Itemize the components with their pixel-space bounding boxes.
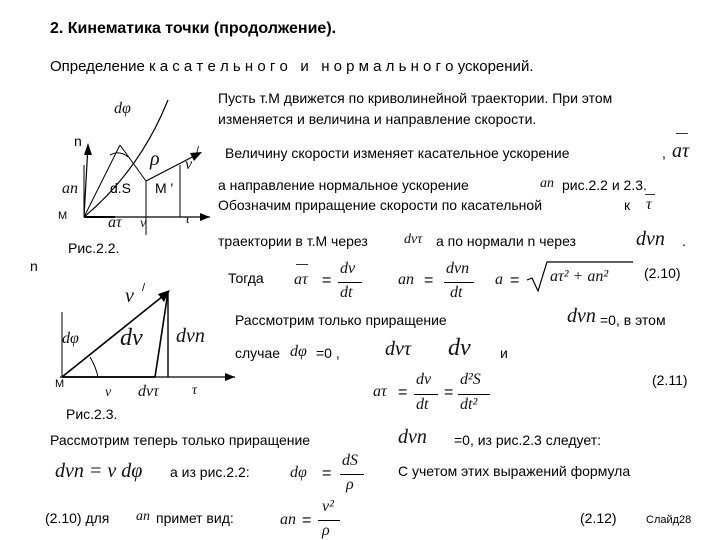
dphi-9: dφ <box>290 343 307 360</box>
fig22-dphi: dφ <box>114 100 131 117</box>
subtitle-suffix: ускорений. <box>457 58 534 75</box>
dv-n-inline: dvn <box>636 228 665 250</box>
dv-n-10: dvn <box>398 426 427 448</box>
eq-2-12-num: v² <box>322 498 334 515</box>
paragraph-9a: случае <box>235 345 281 361</box>
fig22-atau: aτ <box>108 214 122 231</box>
paragraph-5a: Обозначим приращение скорости по касательной <box>218 197 543 213</box>
eq-a-tau-eq: = <box>322 272 332 289</box>
a-tau-bar <box>676 133 688 134</box>
paragraph-6c: . <box>682 233 686 249</box>
paragraph-4b: рис.2.2 и 2.3. <box>562 177 647 193</box>
fig22-prime: / <box>196 145 200 157</box>
eq-2-11-den2: dt² <box>460 396 478 413</box>
fig22-n: n <box>74 133 82 149</box>
eq-a-total-eq: = <box>510 272 520 289</box>
paragraph-11: а из рис.2.2: <box>170 464 250 480</box>
paragraph-8b: =0, в этом <box>600 312 666 328</box>
fig22-rho: ρ <box>150 148 160 170</box>
eq-2-11-eq2: = <box>444 384 454 401</box>
eq-2-11-num2: d²S <box>460 371 481 388</box>
fig22-an: an <box>62 180 78 197</box>
paragraph-8a: Рассмотрим только приращение <box>235 312 447 328</box>
eq-dphi-num: dS <box>342 452 358 469</box>
eq-dphi-frac <box>340 474 364 475</box>
eq-a-n: an <box>398 271 414 288</box>
paragraph-6a: траектории в т.M через <box>218 233 368 249</box>
fig22-M-prime: M ' <box>155 180 174 196</box>
a-tau-symbol: aτ <box>672 140 690 162</box>
paragraph-3: Величину скорости изменяет касательное ускорение <box>225 145 570 161</box>
figure-2-3 <box>50 262 250 402</box>
paragraph-1: Пусть т.M движется по криволинейной траектории. При этом <box>218 90 613 106</box>
paragraph-5b: к <box>624 197 631 213</box>
eq-2-11-eq1: = <box>398 384 408 401</box>
tau-bar <box>645 194 655 195</box>
eq-a-total-a: a <box>495 271 503 288</box>
eq-2-12: (2.12) <box>580 510 617 526</box>
paragraph-9b: =0 , <box>316 345 340 361</box>
fig23-dphi: dφ <box>62 330 79 347</box>
eq-2-12-eq: = <box>302 512 312 529</box>
paragraph-6b: а по нормали n через <box>436 233 576 249</box>
eq-a-tau: aτ <box>294 271 308 288</box>
fig22-caption: Рис.2.2. <box>68 240 120 256</box>
eq-2-12-an: an <box>280 511 296 528</box>
eq-a-n-num: dvn <box>446 260 470 277</box>
fig23-tau: τ <box>192 383 198 398</box>
a-n-symbol-inline: an <box>540 176 554 191</box>
eq-a-n-frac <box>444 282 474 283</box>
fig22-tau: τ <box>185 212 191 227</box>
dv-tau-inline: dvτ <box>404 232 423 247</box>
eq-2-12-den: ρ <box>322 522 330 539</box>
eq-2-11-num1: dv <box>416 371 432 388</box>
eq-a-tau-den: dt <box>340 284 353 301</box>
fig23-M: M <box>55 378 65 390</box>
eq-2-11-frac2 <box>458 394 490 395</box>
eq-dphi-eq: = <box>322 465 332 482</box>
paragraph-13a: (2.10) для <box>45 510 110 526</box>
eq-a-total-sqrt-content: aτ² + an² <box>550 268 609 285</box>
fig23-v: v <box>105 385 112 400</box>
paragraph-3-comma: , <box>662 145 666 161</box>
paragraph-12: С учетом этих выражений формула <box>398 463 631 479</box>
fig23-prime: / <box>142 282 146 294</box>
paragraph-7: Тогда <box>228 270 264 286</box>
subtitle <box>50 58 534 75</box>
paragraph-2: изменяется и величина и направление скорости. <box>218 111 537 127</box>
tau-symbol: τ <box>646 196 652 213</box>
eq-dphi-den: ρ <box>346 476 354 493</box>
fig23-dvtau: dvτ <box>138 383 159 400</box>
slide-number: Слайд28 <box>646 514 692 526</box>
slide-title: 2. Кинематика точки (продолжение). <box>50 20 337 37</box>
dv-tau-9: dvτ <box>385 338 412 360</box>
fig23-v-prime: v <box>125 285 134 307</box>
eq-2-11: (2.11) <box>652 372 688 388</box>
a-n-13: an <box>136 509 150 524</box>
eq-a-tau-num: dv <box>340 260 356 277</box>
subtitle-prefix: Определение <box>50 58 145 75</box>
paragraph-10a: Рассмотрим теперь только приращение <box>50 432 311 448</box>
paragraph-10b: =0, из рис.2.3 следует: <box>454 432 601 448</box>
paragraph-4a: а направление нормальное ускорение <box>218 177 469 193</box>
subtitle-spaced: к а с а т е л ь н о г о и н о р м а л ь н о г о <box>149 58 454 75</box>
eq-2-12-frac <box>318 520 340 521</box>
fig23-n: n <box>30 258 38 274</box>
eq-dphi: dφ <box>290 464 307 481</box>
paragraph-9c: и <box>500 345 508 361</box>
fig23-caption: Рис.2.3. <box>66 406 118 422</box>
fig23-dvn: dvn <box>176 325 205 347</box>
dv-n-8: dvn <box>567 305 596 327</box>
fig22-v-prime: v <box>185 156 193 173</box>
eq-dvn-vdphi: dvn = v dφ <box>55 460 143 482</box>
fig22-dS: d.S <box>110 180 132 196</box>
paragraph-13b: примет вид: <box>156 510 234 526</box>
eq-2-11-frac1 <box>414 394 438 395</box>
fig22-M: M <box>58 210 68 222</box>
eq-2-11-a-tau: aτ <box>373 383 387 400</box>
eq-a-n-den: dt <box>450 284 463 301</box>
eq-a-tau-frac <box>338 282 362 283</box>
fig22-v: v <box>140 216 147 231</box>
eq-2-10: (2.10) <box>644 265 681 281</box>
fig23-dv: dv <box>120 325 143 351</box>
eq-2-11-den1: dt <box>416 396 429 413</box>
dv-9: dv <box>448 335 471 361</box>
eq-a-n-eq: = <box>424 272 434 289</box>
eq-a-tau-bar <box>296 264 308 265</box>
